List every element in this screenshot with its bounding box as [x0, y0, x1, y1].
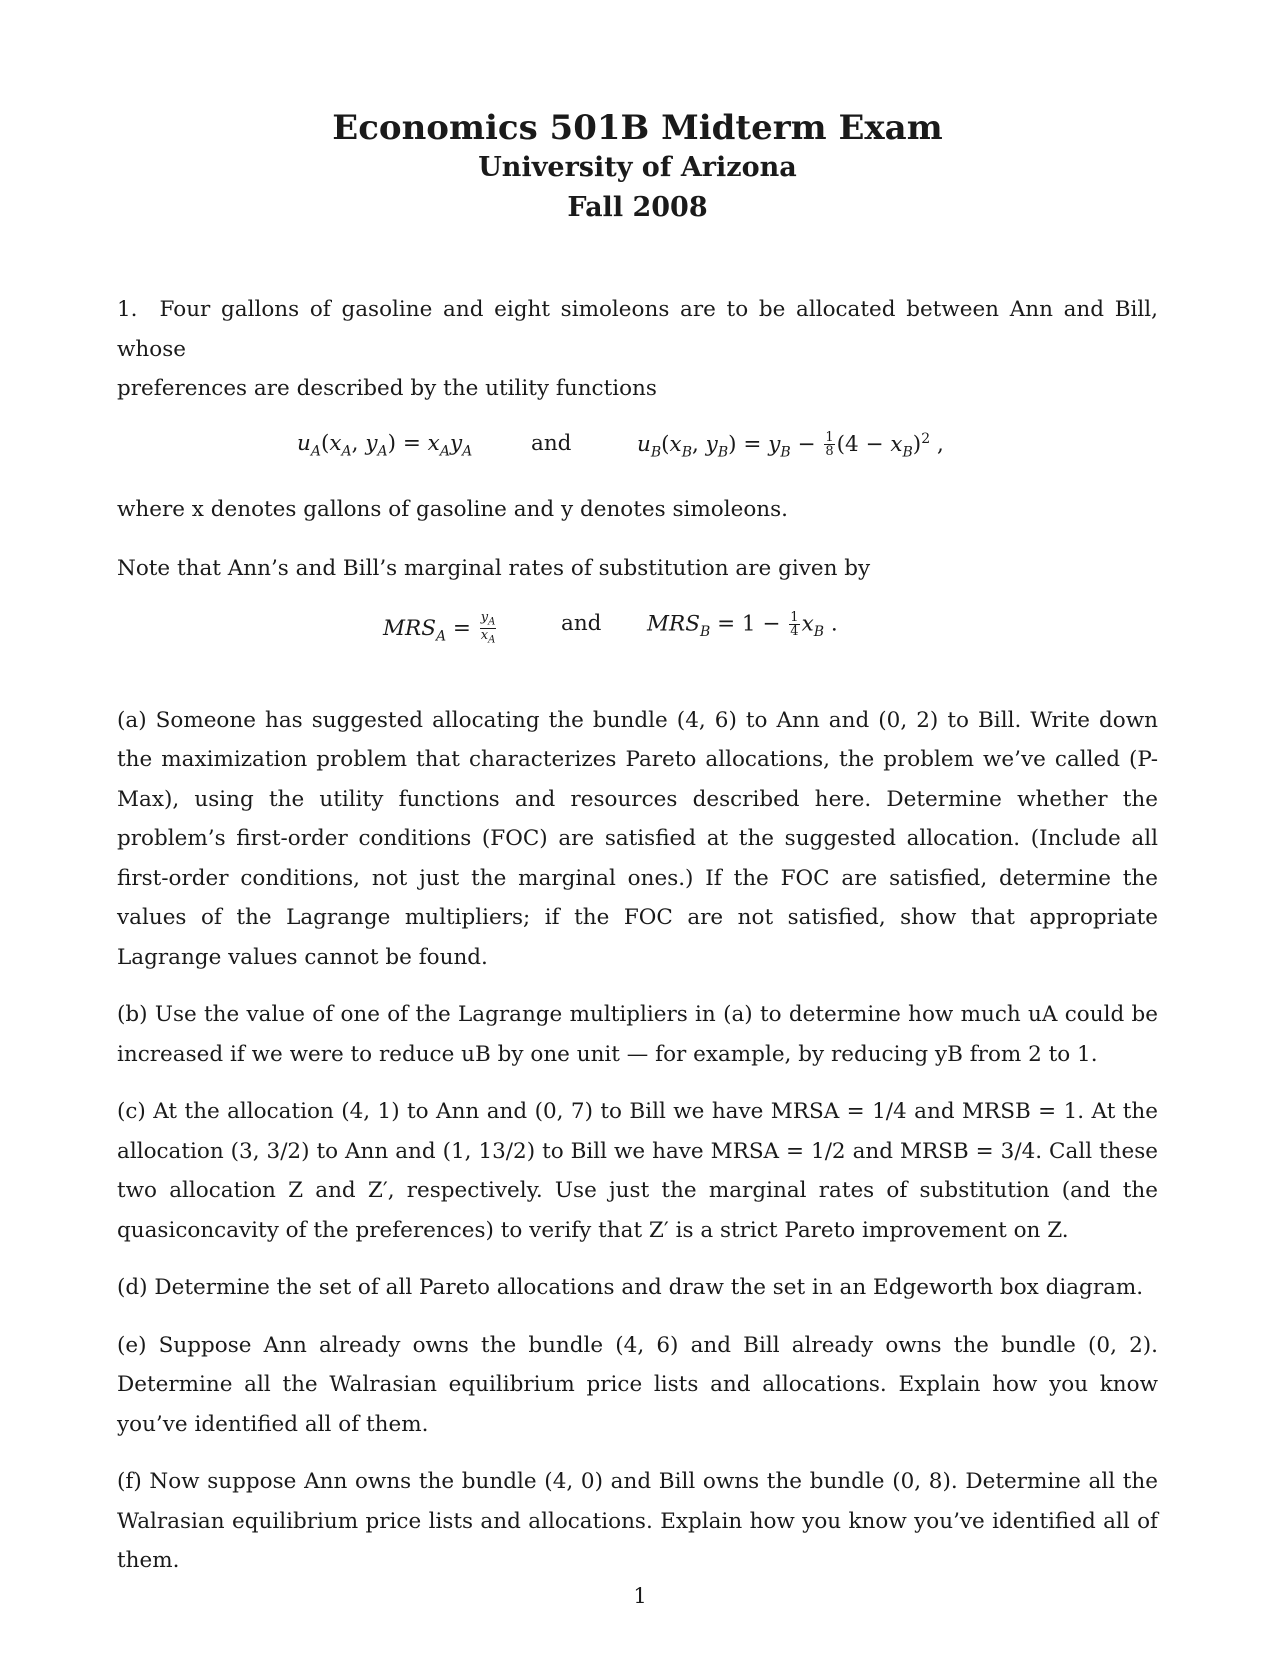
mrs-equation [117, 611, 1158, 651]
variable-definitions: where x denotes gallons of gasoline and y denotes simoleons. [117, 496, 788, 522]
mrs-bill: $MRS_B = 1$ − $\frac{1}{4}$ $x_B$ . [647, 609, 838, 640]
mrs-ann: $MRS_A$ = $\frac{y_A}{x_A}$ [383, 609, 496, 646]
exam-term: Fall 2008 [567, 192, 708, 223]
part-a: (a) Someone has suggested allocating the bundle (4, 6) to Ann and (0, 2) to Bill. Write down the maximization problem that characterizes Pareto allocations, the problem we’ve called (P-Max), using the utility functions and resources described here. Determine whether the problem’s first-order conditions (FOC) are satisfied at the suggested allocation. (Include all first-order conditions, not just the marginal ones.) If the FOC are satisfied, determine the values of the Lagrange multipliers; if the FOC are not satisfied, show that appropriate Lagrange values cannot be found. [117, 707, 1158, 970]
question-number: 1. [117, 297, 138, 322]
exam-title: Economics 501B Midterm Exam [332, 108, 943, 148]
part-f: (f) Now suppose Ann owns the bundle (4, 0) and Bill owns the bundle (0, 8). Determine all the Walrasian equilibrium price lists and allocations. Explain how you know you’ve identified all of them. [117, 1469, 1158, 1573]
part-b: (b) Use the value of one of the Lagrange multipliers in (a) to determine how much uA could be increased if we were to reduce uB by one unit — for example, by reducing yB from 2 to 1. [117, 1002, 1158, 1067]
mrs-note: Note that Ann’s and Bill’s marginal rates of substitution are given by [117, 556, 871, 581]
part-e: (e) Suppose Ann already owns the bundle (4, 6) and Bill already owns the bundle (0, 2). Determine all the Walrasian equilibrium price lists and allocations. Explain how you know you’ve identified all of them. [117, 1332, 1158, 1437]
part-c: (c) At the allocation (4, 1) to Ann and (0, 7) to Bill we have MRSA = 1/4 and MRSB = 1. At the allocation (3, 3/2) to Ann and (1, 13/2) to Bill we have MRSA = 1/2 and MRSB = 3/4. Call these two allocation Z and Z′, respectively. Use just the marginal rates of substitution (and the quasiconcavity of the preferences) to verify that Z′ is a strict Pareto improvement on Z. [117, 1099, 1158, 1243]
exam-page [117, 108, 1158, 1581]
utility-ann: $u_A(x_A$, $y_A) = x_Ay_A$ [297, 430, 473, 459]
utility-bill: $u_B(x_B$, $y_B) = y_B$ − $\frac{1}{8}$ $(4 - x_B)^2$ , [637, 430, 944, 460]
page-number: 1 [633, 1584, 647, 1608]
question-1-intro-line-1: Four gallons of gasoline and eight simoleons are to be allocated between Ann and Bill, whose [117, 297, 1158, 362]
university-name: University of Arizona [478, 152, 797, 183]
part-d: (d) Determine the set of all Pareto allocations and draw the set in an Edgeworth box diagram. [117, 1275, 1144, 1300]
utility-functions-equation [117, 431, 1158, 471]
and-word: and [531, 430, 572, 456]
question-1-intro-line-2: preferences are described by the utility functions [117, 376, 657, 401]
and-word-2: and [561, 610, 602, 636]
question-1-intro [117, 290, 1158, 409]
